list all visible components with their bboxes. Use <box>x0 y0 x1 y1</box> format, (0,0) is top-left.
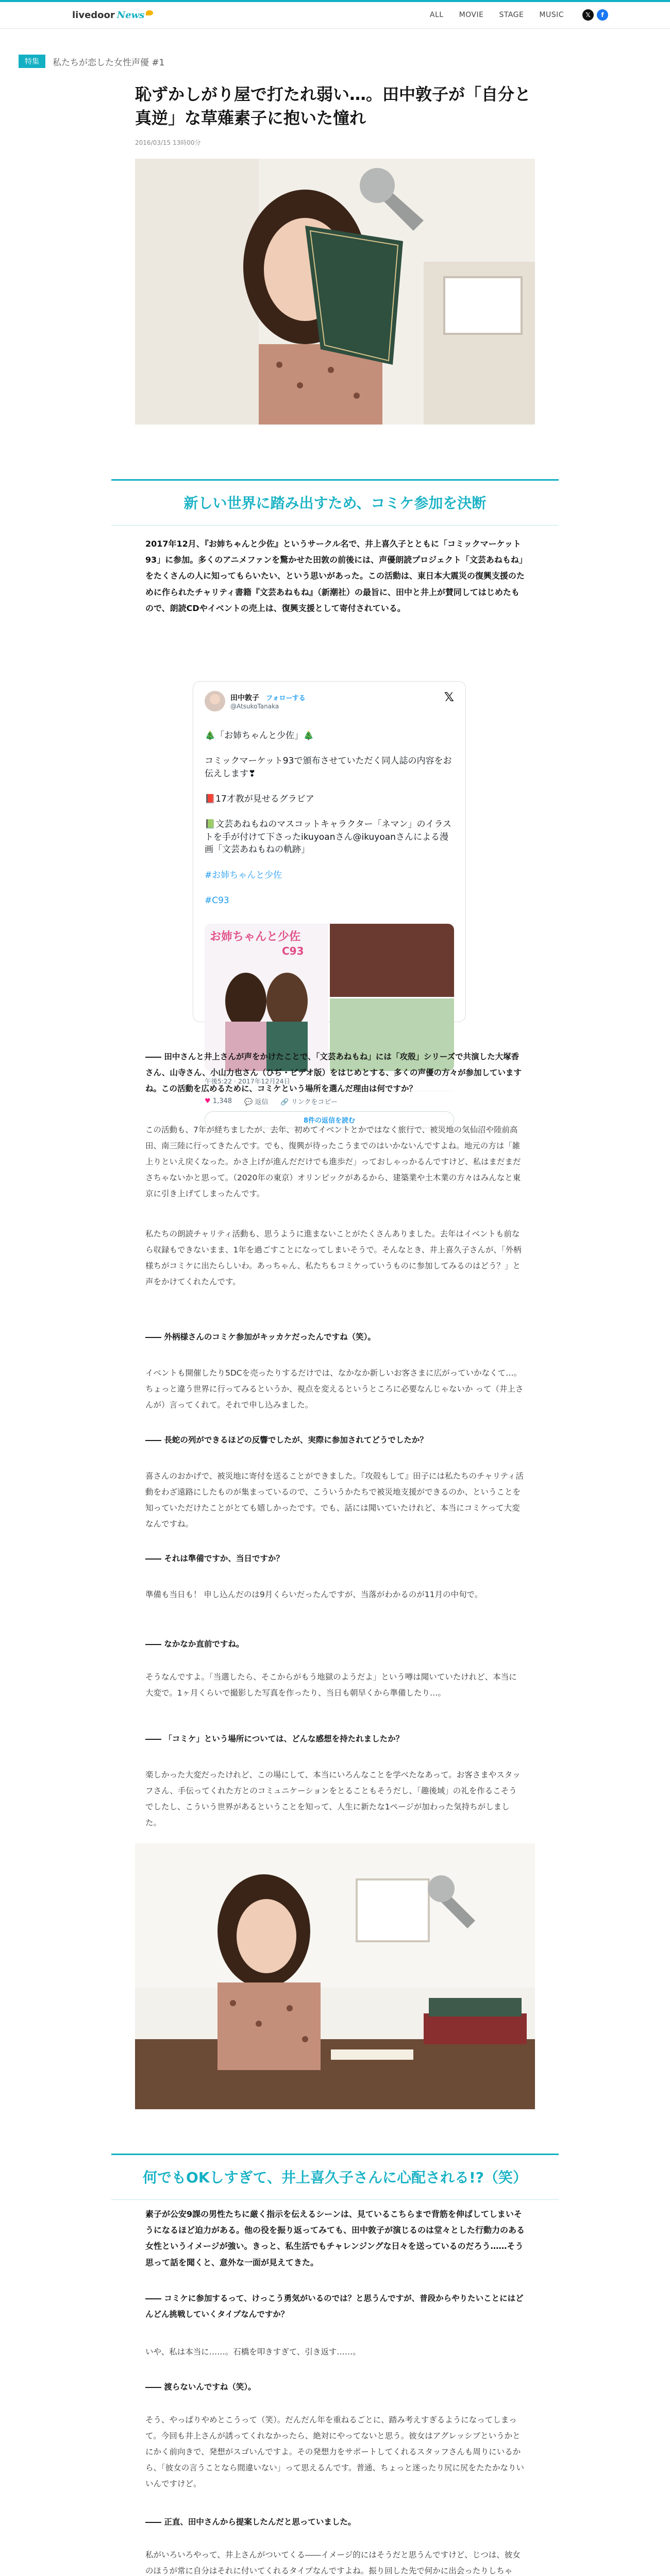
interview-question: ―― 正直、田中さんから提案したんだと思っていました。 <box>145 2517 356 2527</box>
section-heading-1: 新しい世界に踏み出すため、コミケ参加を決断 <box>111 479 559 526</box>
facebook-icon[interactable]: f <box>597 9 608 21</box>
site-logo[interactable] <box>72 10 153 21</box>
nav-movie[interactable]: MOVIE <box>459 11 484 19</box>
nav-stage[interactable]: STAGE <box>499 11 524 19</box>
tweet-timestamp[interactable]: 午後5:22 · 2017年12月24日 <box>205 1077 291 1086</box>
interview-answer: そうなんですよ。「当選したら、そこからがもう地獄のようだよ」という噂は聞いていたけれど、本当に大変で。1ヶ月くらいで撮影した写真を作ったり、当日も朝早くから準備したり…。 <box>145 1672 517 1698</box>
reply-label: 返信 <box>255 1098 269 1107</box>
main-nav <box>430 9 608 21</box>
interview-answer: 私たちの朗読チャリティ活動も、思うように進まないことがたくさんありました。去年はイベントも前なら収録もできないまま、1年を過ごすことになってしまいそうで。そんなとき、井上喜久子さんが、「外柄様ちがコミケに出たらしいわ。あっちゃん、私たちもコミケっていうものに参加してみるのはどう？」と声をかけてくれたんです。 <box>145 1229 522 1286</box>
series-label <box>19 55 164 68</box>
logo-sub: News <box>116 10 145 21</box>
read-replies-button[interactable]: 8件の返信を読む <box>205 1111 454 1128</box>
series-title[interactable]: 私たちが恋した女性声優 #1 <box>53 57 165 68</box>
bird-icon <box>146 10 153 15</box>
tweet-line: 📗文芸あねもねのマスコットキャラクター「ネマン」のイラストを手が付けて下さったikuyoanさん@ikuyoanさんによる漫画「文芸あねもねの軌跡」 <box>205 819 451 855</box>
section-heading-2: 何でもOKしすぎて、井上喜久子さんに心配される!?（笑） <box>111 2154 559 2200</box>
interview-question: ―― 「コミケ」という場所については、どんな感想を持たれましたか？ <box>145 1734 404 1743</box>
interview-question: ―― 田中さんと井上さんが声をかけたことで、「文芸あねもね」には「攻殻」シリーズで共演した大塚香さん、山寺さん、小山力也さん（ひぢ・ビデオ版）をはじめとする、多くの声優の方々が参加していますね。この活動を広めるために、コミケという場所を選んだ理由は何ですか？ <box>145 1052 522 1093</box>
heart-icon: ♥ <box>205 1097 211 1106</box>
series-tag[interactable]: 特集 <box>19 55 45 68</box>
tweet-author-handle[interactable]: @AtsukoTanaka <box>230 703 279 710</box>
lead-paragraph: 2017年12月、『お姉ちゃんと少佐』というサークル名で、井上喜久子とともに「コミックマーケット93」に参加。多くのアニメファンを驚かせた田敦の前後には、声優朗読プロジェクト「文芸あねもね」をたくさんの人に知ってもらいたい、という思いがあった。この活動は、東日本大震災の復興支援のために作られたチャリティ書籍『文芸あねもね』（新潮社）の最旨に、田中と井上が賛同してはじめたもので、朗読CDやイベントの売上は、復興支援として寄付されている。 <box>145 539 525 613</box>
svg-text:お姉ちゃんと少佐: お姉ちゃんと少佐 <box>210 930 301 944</box>
tweet-author-name[interactable]: 田中敦子 <box>230 694 259 702</box>
copy-link-button[interactable] <box>280 1096 338 1106</box>
tweet-line: 🎄「お姉ちゃんと少佐」🎄 <box>205 730 314 741</box>
avatar[interactable] <box>205 691 225 711</box>
article-date: 2016/03/15 13時00分 <box>135 139 201 146</box>
interview-answer: イベントも開催したり5DCを売ったりするだけでは、なかなか新しいお客さまに広がっていかなくて…。ちょっと違う世界に行ってみるというか、視点を変えるというところに必要なんじゃないか って（井上さんが）言ってくれて。それで申し込みました。 <box>145 1368 524 1410</box>
link-icon: 🔗 <box>280 1098 289 1107</box>
tweet-image-photo[interactable] <box>330 924 454 997</box>
interview-answer: 喜さんのおかげで、被災地に寄付を送ることができました。『攻殻もして』田子には私たちのチャリティ活動をわざ遠路にしたものが集まっているので、こういうかたちで被災地支援ができるのか、ということを知っていただけたことがとても嬉しかったです。でも、話には聞いていたけれど、本当にコミケって大変なんですね。 <box>145 1471 524 1529</box>
photo-seated-desk <box>135 1843 535 2109</box>
lead-paragraph: 素子が公安9課の男性たちに厳く指示を伝えるシーンは、見ているこちらまで背筋を伸ばしてしまいそうになるほど迫力がある。他の役を振り返ってみても、田中敦子が演じるのは堂々とした行動力のある女性というイメージが強い。きっと、私生活でもチャレンジングな日々を送っているのだろう……そう思って話を聞くと、意外な一面が見えてきた。 <box>145 2209 525 2267</box>
follow-button[interactable]: フォローする <box>266 694 306 702</box>
tweet-body <box>205 717 454 920</box>
interview-question: ―― 外柄様さんのコミケ参加がキッカケだったんですね（笑）。 <box>145 1332 376 1342</box>
sns-links <box>582 9 608 21</box>
interview-question: ―― それは準備ですか、当日ですか？ <box>145 1554 284 1563</box>
interview-answer: 準備も当日も！ 申し込んだのは9月くらいだったんですが、当落がわかるのが11月の中旬で。 <box>145 1590 483 1599</box>
nav-all[interactable]: ALL <box>429 11 444 19</box>
interview-question: ―― 渡らないんですね（笑）。 <box>145 2382 256 2392</box>
hashtag[interactable]: #C93 <box>205 895 229 906</box>
x-logo-icon[interactable]: 𝕏 <box>582 9 594 21</box>
interview-answer: そう、やっぱりやめとこうって（笑）。だんだん年を重ねるごとに、踏み考えすぎるようになってしまって。今回も井上さんが誘ってくれなかったら、絶対にやってないと思う。彼女はアグレッシブというかとにかく前向きで、発想がスゴいんですよ。その発想力をサポートしてくれるスタッフさんも周りにいるから、「彼女の言うことなら間違いない」って思えるんです。普通、ちょっと迷ったり尻に尻をたたかなりいいんですけど。 <box>145 2415 525 2488</box>
site-header <box>0 2 670 29</box>
interview-answer: 楽しかった大変だったけれど、この場にして、本当にいろんなことを学べたなあって。お客さまやスタッフさん、手伝ってくれた方とのコミュニケーションをとることもそうだし、「趣後域」の礼を作るこそうでしたし、こういう世界があるということを知って、人生に新たな1ページが加わった気持ちがしました。 <box>145 1770 521 1827</box>
nav-music[interactable]: MUSIC <box>539 11 564 19</box>
tweet-line: 📕17才教が見せるグラビア <box>205 793 314 804</box>
interview-question: ―― コミケに参加するって、けっこう勇気がいるのでは？と思うんですが、普段からやりたいことにはどんどん挑戦していくタイプなんですか？ <box>145 2294 524 2319</box>
tweet-header <box>205 691 454 711</box>
logo-main: livedoor <box>72 10 115 21</box>
reply-button[interactable] <box>244 1096 268 1106</box>
tweet-line: コミックマーケット93で頒布させていただく同人誌の内容をお伝えします❣ <box>205 755 452 779</box>
reply-icon: 💬 <box>244 1098 253 1107</box>
svg-text:C93: C93 <box>282 945 304 958</box>
photo-reading-book <box>135 159 535 425</box>
hashtag[interactable]: #お姉ちゃんと少佐 <box>205 870 282 880</box>
x-logo-icon[interactable]: 𝕏 <box>444 690 454 704</box>
interview-question: ―― 長蛇の列ができるほどの反響でしたが、実際に参加されてどうでしたか？ <box>145 1435 428 1445</box>
interview-answer: この活動も、7年が経ちましたが、去年、初めてイベントとかではなく旅行で、被災地の気仙沼や陸前高田、南三陸に行ってきたんです。でも、復興が待ったこうまでのはいかないんですよね。地元の方は「雑上りといえ戻くなった。かさ上げが進んだだけでも進歩だ」っておしゃっかるんですけど、私はまだまださちゃないかと思って。（2020年の東京）オリンピックがあるから、建築業や土木業の方々はみんなと東京に引き上げてしまったんです。 <box>145 1125 521 1198</box>
article-title: 恥ずかしがり屋で打たれ弱い…。田中敦子が「自分と真逆」な草薙素子に抱いた憧れ <box>135 84 531 128</box>
like-button[interactable] <box>205 1097 232 1105</box>
interview-question: ―― なかなか直前ですね。 <box>145 1639 244 1649</box>
like-count: 1,348 <box>212 1097 232 1106</box>
copy-link-label: リンクをコピー <box>291 1098 338 1107</box>
interview-answer: 私がいろいろやって、井上さんがついてくる――イメージ的にはそうだと思うんですけど、じつは、彼女のほうが常に自分はそれに付いてくれるタイプなんですよね。振り回した先で何かに出会ったりしちゃ <box>145 2550 521 2575</box>
interview-answer: いや、私は本当に……。石橋を叩きすぎて、引き返す……。 <box>145 2347 361 2357</box>
